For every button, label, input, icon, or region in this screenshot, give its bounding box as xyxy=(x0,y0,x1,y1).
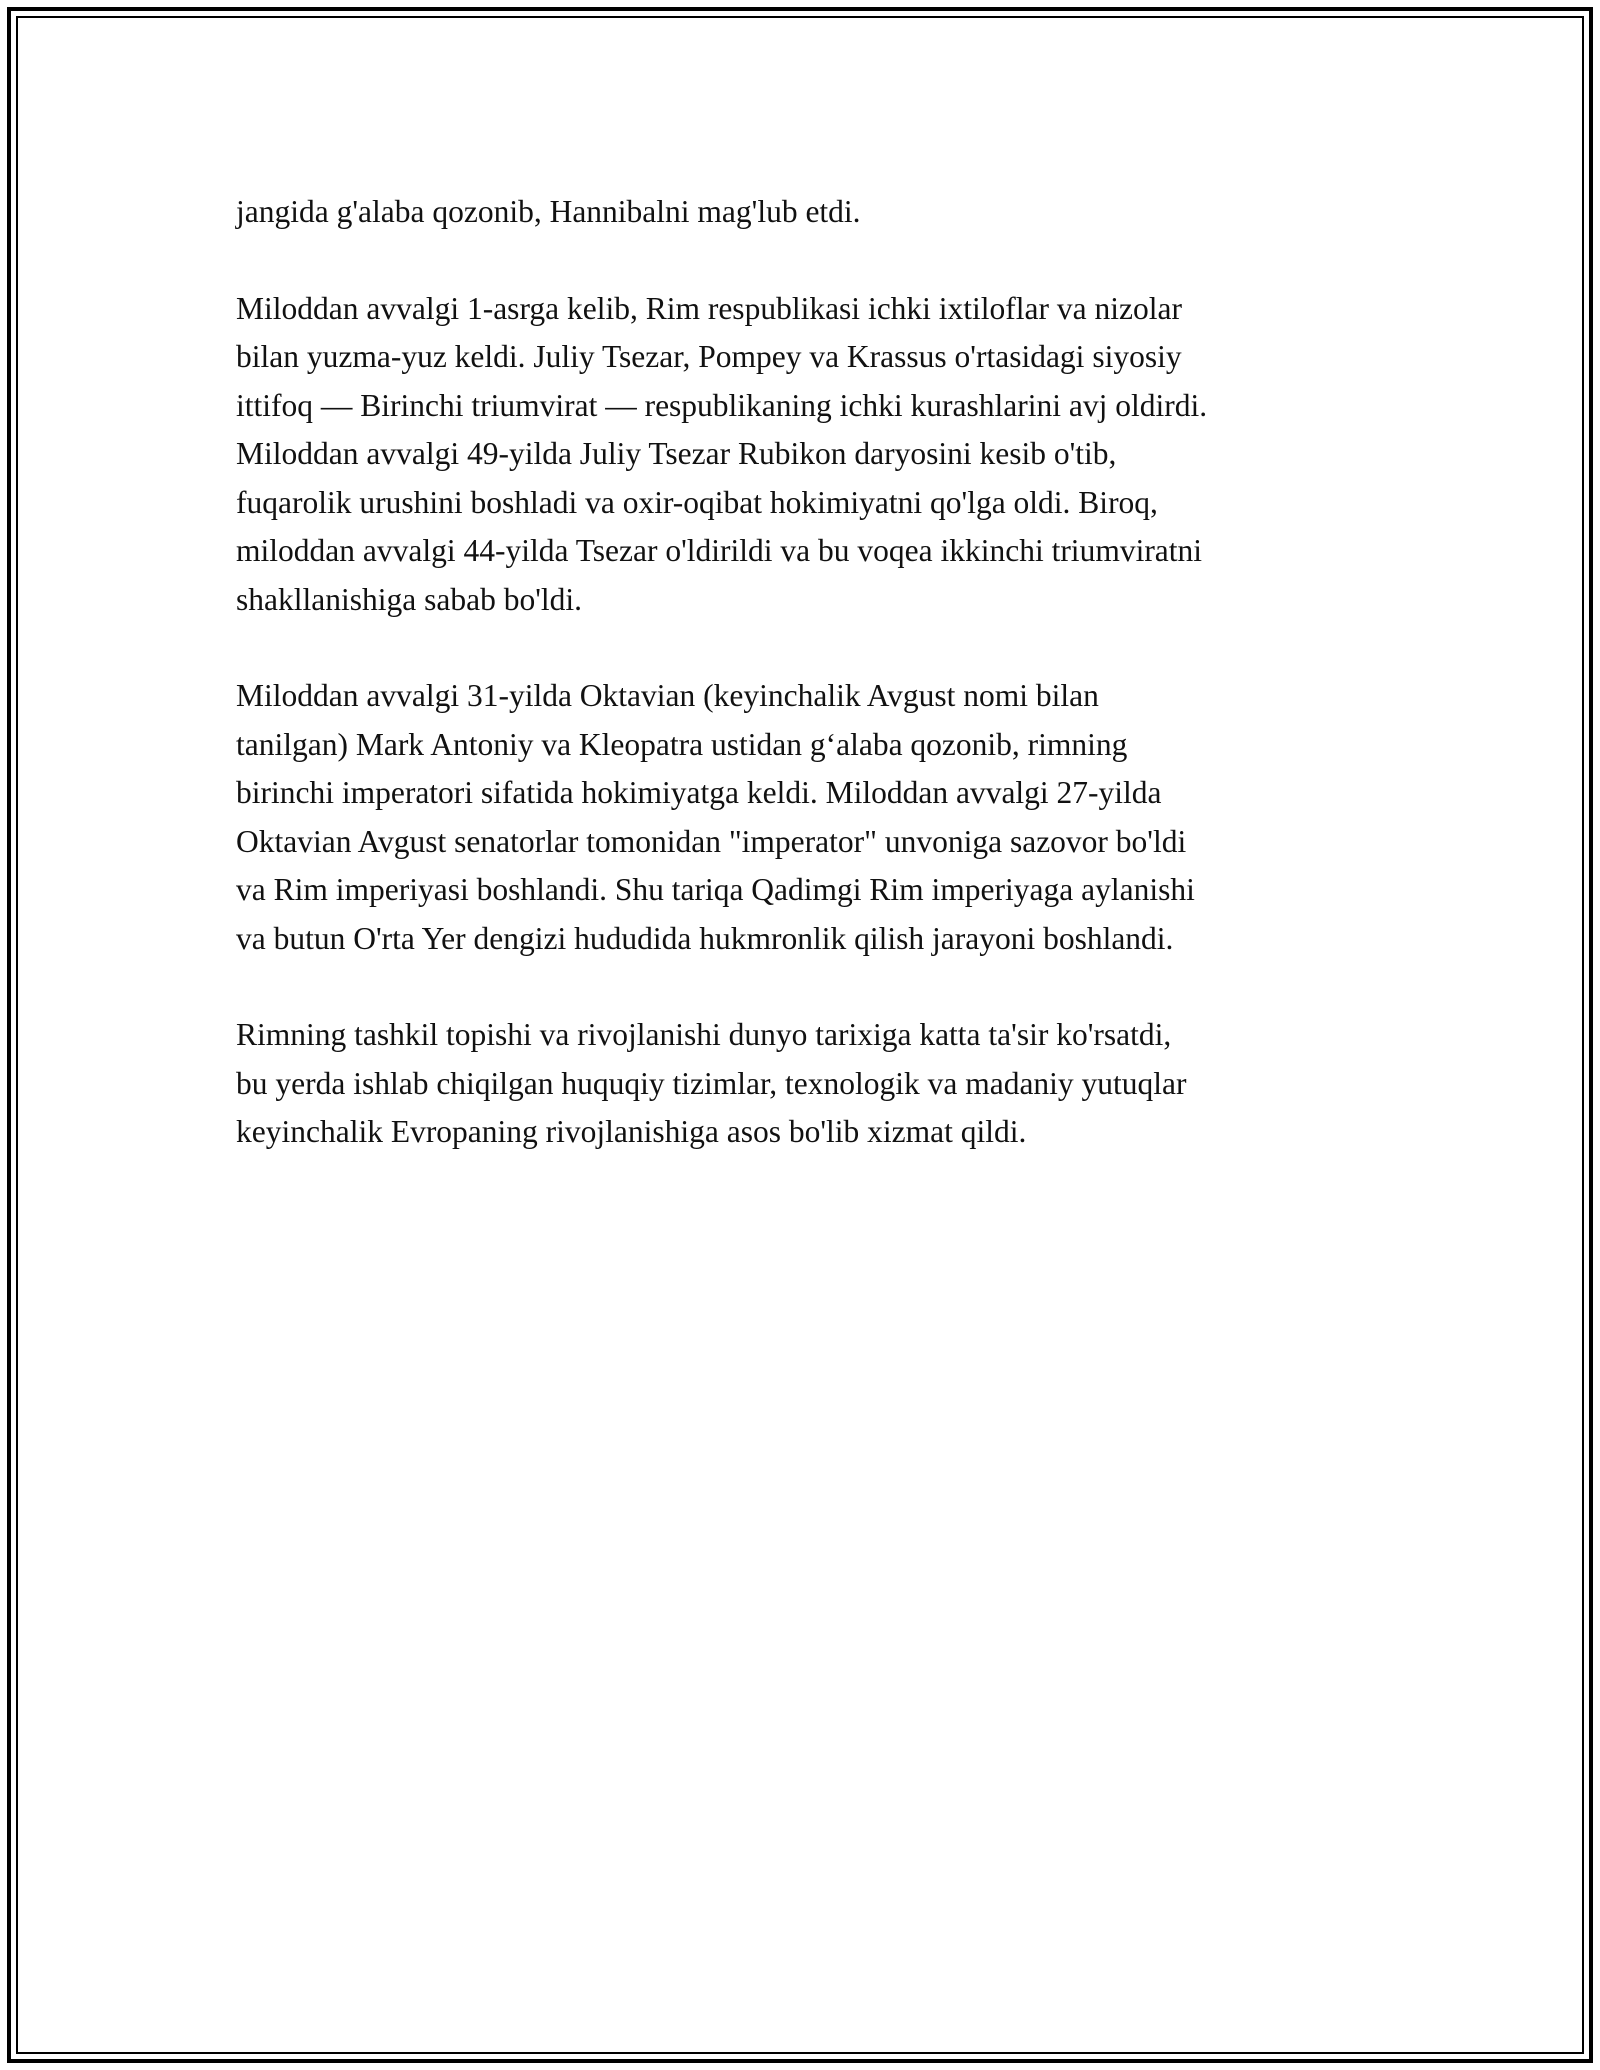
paragraph-4: Rimning tashkil topishi va rivojlanishi dunyo tarixiga katta ta'sir ko'rsatdi, bu yerda ishlab chiqilgan huquqiy tizimlar, texnologik va madaniy yutuqlar keyinchalik Evropaning rivojlanishiga asos bo'lib xizmat qildi. xyxy=(236,1017,1187,1149)
paragraph-2: Miloddan avvalgi 1-asrga kelib, Rim respublikasi ichki ixtiloflar va nizolar bilan yuzma-yuz keldi. Juliy Tsezar, Pompey va Krassus o'rtasidagi siyosiy ittifoq — Birinchi triumvirat — respublikaning ichki kurashlarini avj oldirdi. Miloddan avvalgi 49-yilda Juliy Tsezar Rubikon daryosini kesib o'tib, fuqarolik urushini boshladi va oxir-oqibat hokimiyatni qo'lga oldi. Biroq, miloddan avvalgi 44-yilda Tsezar o'ldirildi va bu voqea ikkinchi triumviratni shakllanishiga sabab bo'ldi. xyxy=(236,290,1208,617)
paragraph-1: jangida g'alaba qozonib, Hannibalni mag'lub etdi. xyxy=(236,194,861,229)
document-body xyxy=(236,188,1386,1205)
paragraph-3: Miloddan avvalgi 31-yilda Oktavian (keyinchalik Avgust nomi bilan tanilgan) Mark Antoniy va Kleopatra ustidan g‘alaba qozonib, rimning birinchi imperatori sifatida hokimiyatga keldi. Miloddan avvalgi 27-yilda Oktavian Avgust senatorlar tomonidan "imperator" unvoniga sazovor bo'ldi va Rim imperiyasi boshlandi. Shu tariqa Qadimgi Rim imperiyaga aylanishi va butun O'rta Yer dengizi hududida hukmronlik qilish jarayoni boshlandi. xyxy=(236,678,1195,956)
